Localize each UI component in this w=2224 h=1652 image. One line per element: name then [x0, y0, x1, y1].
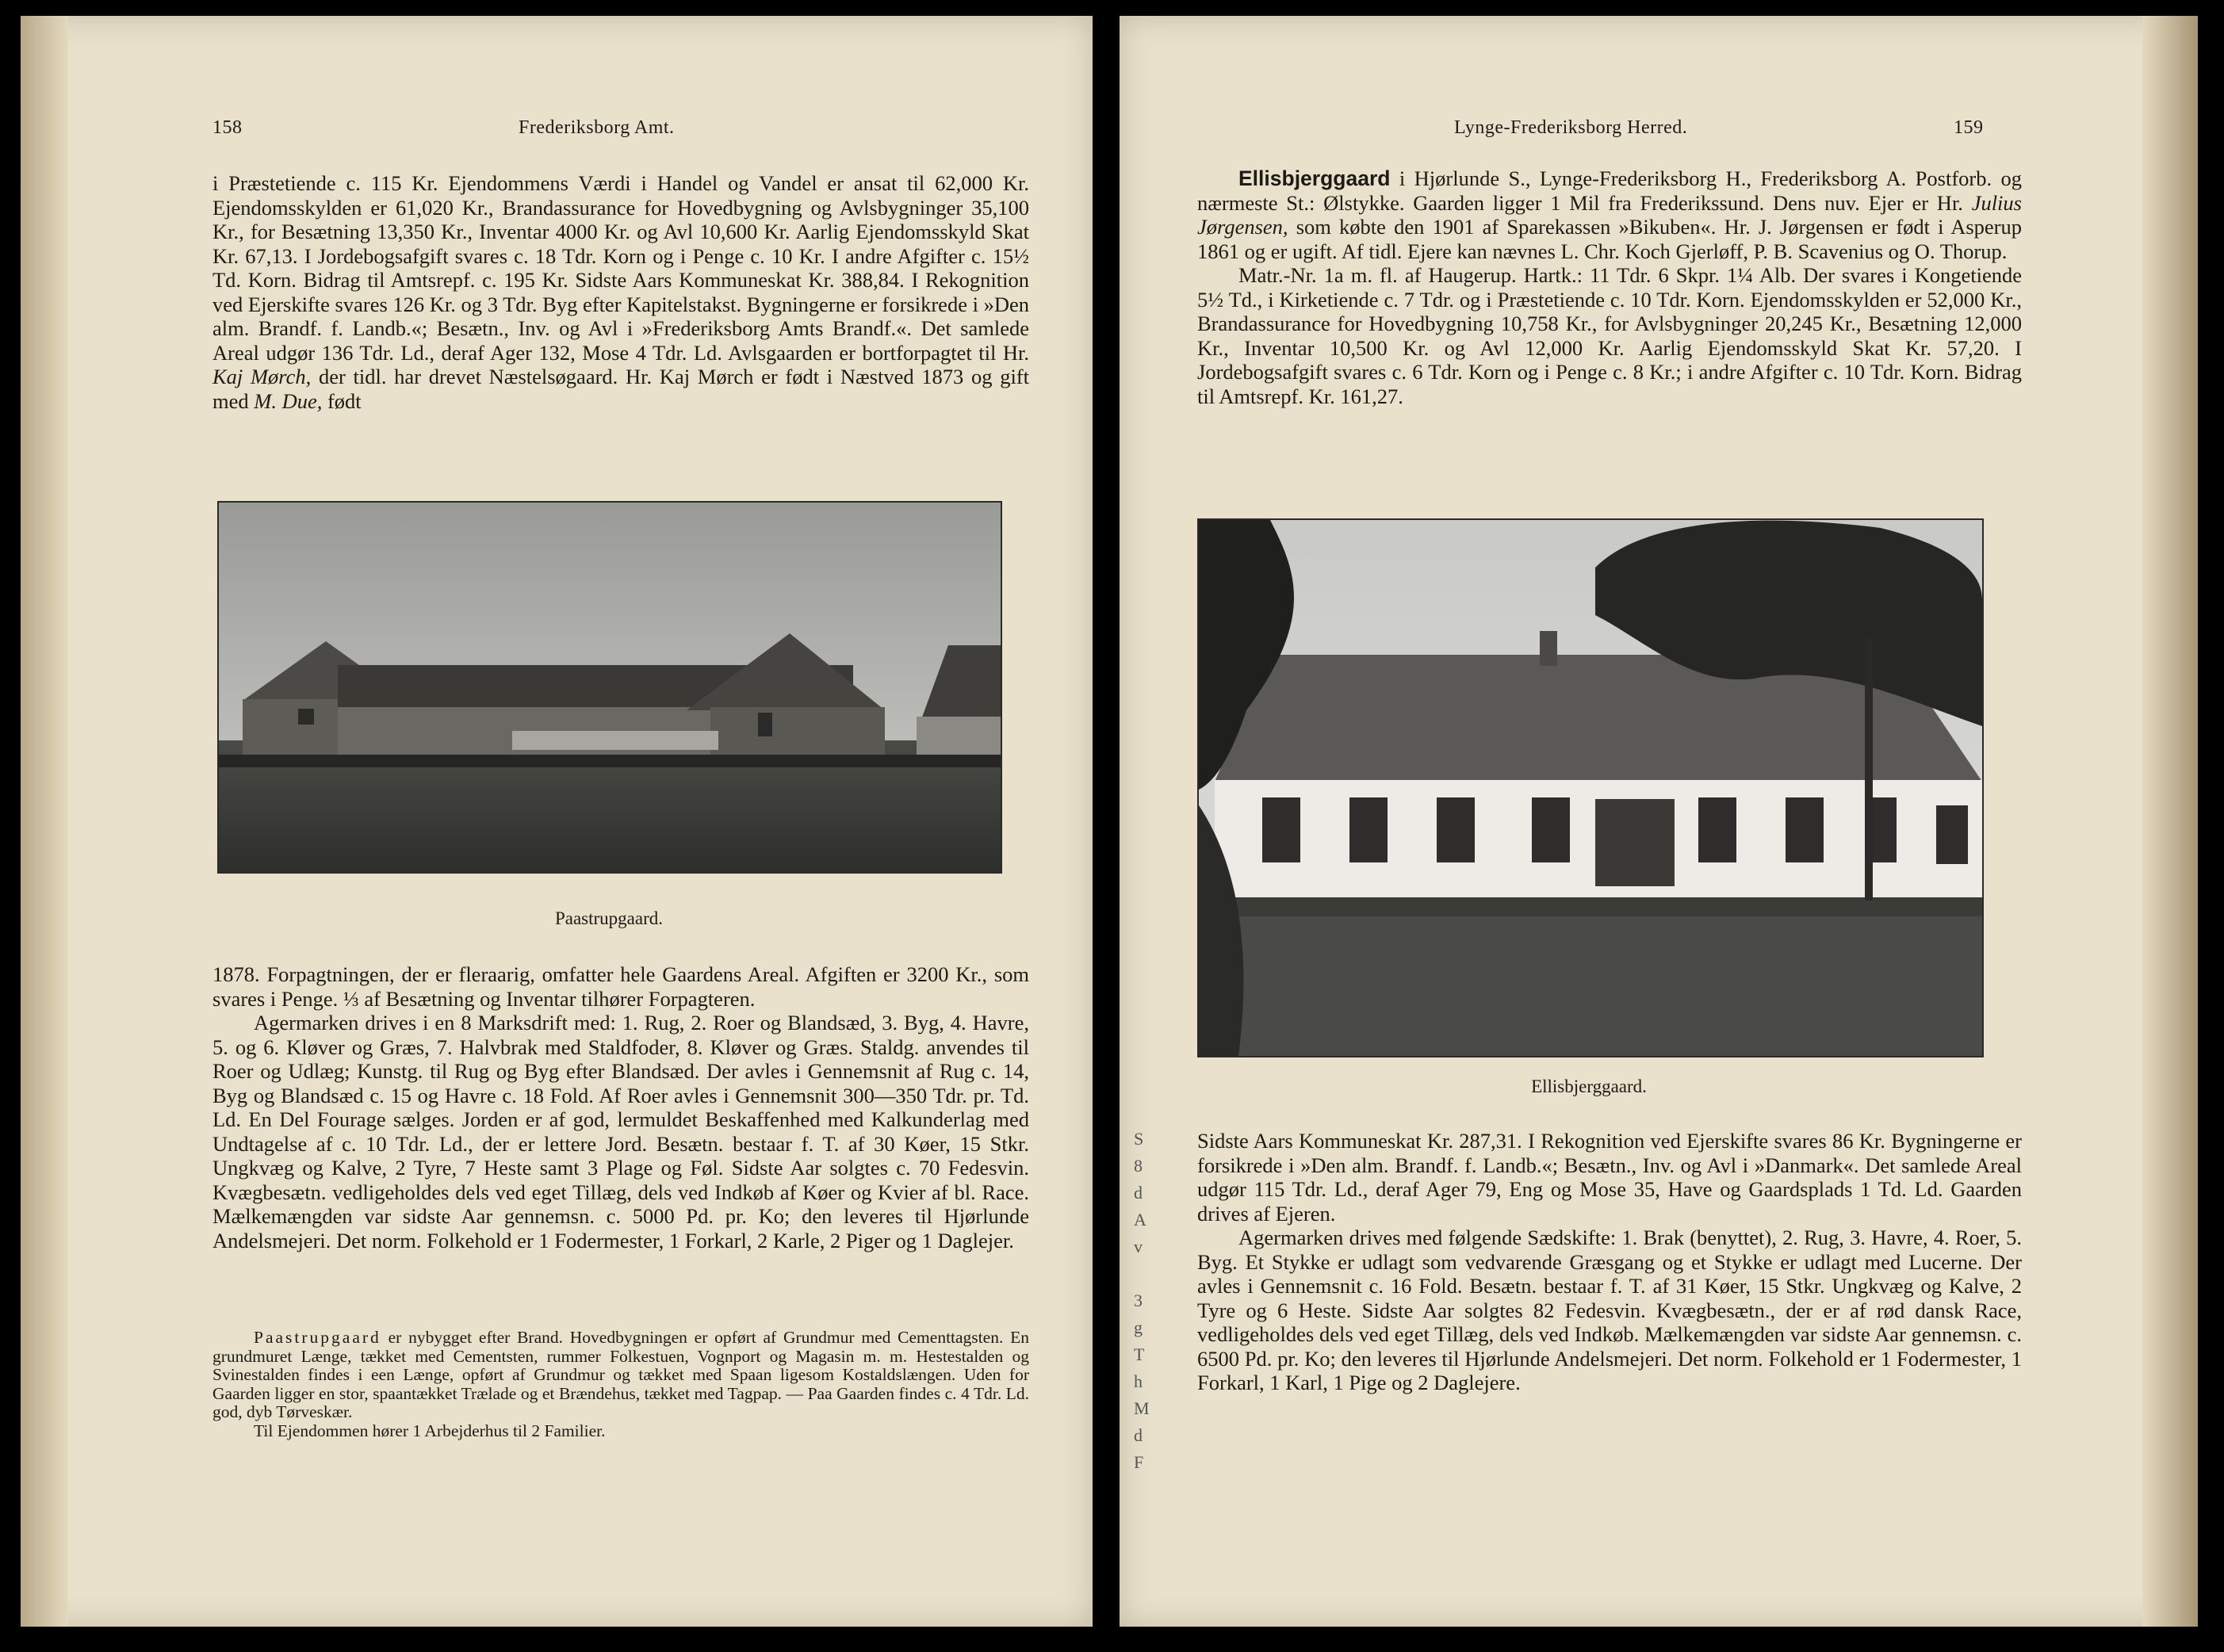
right-page [1120, 16, 2198, 1627]
photo-caption: Paastrupgaard. [554, 908, 664, 928]
paragraph-intro: i Præstetiende c. 115 Kr. Ejendommens Værdi i Handel og Vandel er ansat til 62,000 Kr. Ejendomsskylden er 61,020 Kr., Brandassurance for Hovedbygning og Avlsbygninger 35,100 Kr., for Besætning 13,350 Kr., Inventar 4000 Kr. og Avl 10,600 Kr. Aarlig Ejendomsskyld Skat Kr. 67,13. I Jordebogsafgift svares c. 18 Tdr. Korn og i Penge c. 10 Kr. I andre Afgifter c. 15½ Td. Korn. Bidrag til Amtsrepf. c. 195 Kr. Sidste Aars Kommuneskat Kr. 388,84. I Rekognition ved Ejerskifte svares 126 Kr. og 3 Tdr. Byg efter Kapitelstakst. Bygningerne er forsikrede i »Den alm. Brandf. f. Landb.«; Besætn., Inv. og Avl i »Frederiksborg Amts Brandf.«. Det samlede Areal udgør 136 Tdr. Ld., deraf Ager 132, Mose 4 Tdr. Ld. Avlsgaarden er bortforpagtet til Hr. Kaj Mørch, der tidl. har drevet Næstelsøgaard. Hr. Kaj Mørch er født i Næstved 1873 og gift med M. Due, født [212, 171, 1029, 413]
paragraph-buildings: Paastrupgaard er nybygget efter Brand. Hovedbygningen er opført af Grundmur med Cementtagsten. En grundmuret Længe, tækket med Cementsten, rummer Folkestuen, Vognport og Magasin m. m. Hestestalden og Svinestalden findes i een Længe, opført af Grundmur og tækket med Spaan ligesom Kostaldslængen. Uden for Gaarden ligger en stor, spaantækket Trælade og et Brændehus, tækket med Tagpap. — Paa Gaarden findes c. 4 Tdr. Ld. god, dyb Tørveskær. Til Ejendommen hører 1 Arbejderhus til 2 Familier. [212, 1328, 1029, 1440]
running-head: Frederiksborg Amt. [519, 117, 675, 138]
page-edge [21, 16, 68, 1627]
page-number: 159 [1954, 117, 1984, 138]
paragraph-estate: Ellisbjerggaard i Hjørlunde S., Lynge-Frederiksborg H., Frederiksborg A. Postforb. og nærmeste St.: Ølstykke. Gaarden ligger 1 Mil fra Frederikssund. Dens nuv. Ejer er Hr. Julius Jørgensen, som købte den 1901 af Sparekassen »Bikuben«. Hr. J. Jørgensen er født i Asperup 1861 og er ugift. Af tidl. Ejere kan nævnes L. Chr. Koch Gjerløff, P. B. Scavenius og O. Thorup. Matr.-Nr. 1a m. fl. af Haugerup. Hartk.: 11 Tdr. 6 Skpr. 1¼ Alb. Der svares i Kongetiende 5½ Td., i Kirketiende c. 7 Tdr. og i Præstetiende c. 10 Tdr. Korn. Ejendomsskylden er 52,000 Kr., Brandassurance for Hovedbygning 10,758 Kr., for Avlsbygninger 20,245 Kr., Besætning 12,000 Kr., Inventar 10,500 Kr. og Avl 12,000 Kr. Aarlig Ejendomsskyld Skat Kr. 57,20. I Jordebogsafgift svares c. 6 Tdr. Korn og i Penge c. 8 Kr.; i andre Afgifter c. 10 Tdr. Korn. Bidrag til Amtsrepf. Kr. 161,27. [1197, 166, 2023, 408]
photo-paastrupgaard [217, 501, 1002, 874]
page-number: 158 [212, 117, 243, 138]
left-page [21, 16, 1093, 1627]
paragraph-operations: Sidste Aars Kommuneskat Kr. 287,31. I Rekognition ved Ejerskifte svares 86 Kr. Bygningerne er forsikrede i »Den alm. Brandf. f. Landb.«; Besætn., Inv. og Avl i »Danmark«. Det samlede Areal udgør 115 Tdr. Ld., deraf Ager 79, Eng og Mose 35, Have og Gaardsplads 1 Td. Ld. Gaarden drives af Ejeren. Agermarken drives med følgende Sædskifte: 1. Brak (benyttet), 2. Rug, 3. Havre, 4. Roer, 5. Byg. Et Stykke er udlagt som vedvarende Græsgang og et Stykke er udlagt med Lucerne. Der avles i Gennemsnit c. 16 Fold. Besætn. bestaar f. T. af 31 Køer, 15 Stkr. Ungkvæg og Kalve, 2 Tyre og 6 Heste. Sidste Aar solgtes 82 Fedesvin. Kvægbesætn., der er af rød dansk Race, vedligeholdes dels ved eget Tillæg, dels ved Indkøb. Mælkemængden var sidste Aar gennemsn. c. 6500 Pd. pr. Ko; den leveres til Hjørlunde Andelsmejeri. Det norm. Folkehold er 1 Fodermester, 1 Forkarl, 1 Karl, 1 Pige og 2 Daglejere. [1197, 1129, 2022, 1394]
paragraph-lease: 1878. Forpagtningen, der er fleraarig, omfatter hele Gaardens Areal. Afgiften er 3200 Kr., som svares i Penge. ⅓ af Besætning og Inventar tilhører Forpagteren. Agermarken drives i en 8 Marksdrift med: 1. Rug, 2. Roer og Blandsæd, 3. Byg, 4. Havre, 5. og 6. Kløver og Græs, 7. Halvbrak med Staldfoder, 8. Kløver og Græs. Staldg. anvendes til Roer og Udlæg; Kunstg. til Rug og Byg efter Blandsæd. Der avles i Gennemsnit af Rug c. 14, Byg og Blandsæd c. 15 og Havre c. 18 Fold. Af Roer avles i Gennemsnit 300—350 Tdr. pr. Td. Ld. En Del Fourage sælges. Jorden er af god, lermuldet Beskaffenhed med Kalkunderlag med Undtagelse af c. 10 Tdr. Ld., der er lettere Jord. Besætn. bestaar f. T. af 30 Køer, 15 Stkr. Ungkvæg og Kalve, 2 Tyre, 7 Heste samt 3 Plage og Føl. Sidste Aar solgtes c. 70 Fedesvin. Kvægbesætn. vedligeholdes dels ved eget Tillæg, dels ved Indkøb af Køer og Kvier af bl. Race. Mælkemængden var sidste Aar gennemsn. c. 5000 Pd. pr. Ko; den leveres til Hjørlunde Andelsmejeri. Det norm. Folkehold er 1 Fodermester, 1 Forkarl, 2 Karle, 2 Piger og 1 Daglejer. [212, 962, 1029, 1252]
farm-buildings-image [219, 503, 1001, 872]
estate-title: Ellisbjerggaard [1238, 166, 1391, 190]
farmhouse-image [1199, 520, 1982, 1056]
margin-bleed-through: S 8 d A v 3 g T h M d F [1134, 1129, 1150, 1472]
running-head: Lynge-Frederiksborg Herred. [1454, 117, 1688, 138]
photo-ellisbjerggaard [1197, 518, 1984, 1057]
page-edge [2142, 16, 2198, 1627]
photo-caption: Ellisbjerggaard. [1531, 1076, 1647, 1096]
